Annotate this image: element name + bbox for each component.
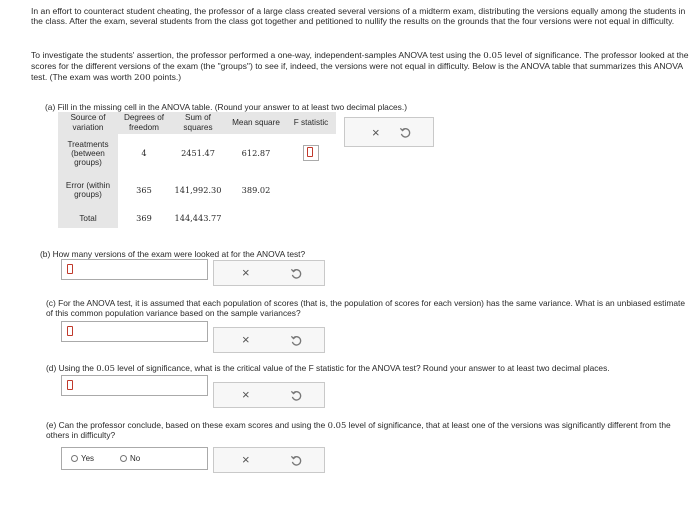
undo-icon[interactable]	[290, 389, 303, 402]
part-a-label: (a) Fill in the missing cell in the ANOVA table. (Round your answer to at least two decimal places.)	[45, 102, 407, 112]
f-statistic-cell[interactable]	[286, 134, 336, 172]
row-df: 4	[118, 134, 170, 172]
header-ms: Mean square	[232, 118, 280, 128]
row-ms: 612.87	[226, 134, 286, 172]
part-c-controls	[213, 327, 325, 353]
clear-button[interactable]: ×	[242, 265, 250, 280]
part-a-controls	[344, 117, 434, 147]
anova-row-error	[58, 172, 336, 208]
row-df: 365	[118, 172, 170, 208]
row-source: Error (within groups)	[58, 172, 118, 208]
part-c-label: (c) For the ANOVA test, it is assumed that each population of scores (that is, the population of scores for each version) has the same variance. What is an unbiased estimate of this common population variance based on the sample variances?	[46, 298, 685, 318]
part-e-controls	[213, 447, 325, 473]
part-d-label	[46, 363, 610, 373]
undo-icon[interactable]	[290, 267, 303, 280]
row-df: 369	[118, 208, 170, 228]
alpha-value: 0.05	[483, 51, 503, 61]
undo-icon[interactable]	[399, 126, 412, 139]
row-f	[286, 172, 336, 208]
clear-button[interactable]: ×	[242, 332, 250, 347]
row-ss: 2451.47	[170, 134, 226, 172]
intro-paragraph-1: In an effort to counteract student cheating, the professor of a large class created several versions of a midterm exam, distributing the versions equally among the students in the class. After the exam, several students from the class got together and petitioned to nullify the results on the grounds that the four versions were not equal in difficulty.	[31, 6, 686, 27]
clear-button[interactable]: ×	[242, 387, 250, 402]
input-cursor	[307, 147, 313, 157]
part-c-input[interactable]	[61, 321, 208, 342]
input-cursor	[67, 380, 73, 390]
radio-circle-icon[interactable]	[71, 455, 78, 462]
header-ss: Sum of squares	[183, 113, 213, 132]
radio-no[interactable]	[120, 454, 140, 463]
part-d-text-b: level of significance, what is the critical value of the F statistic for the ANOVA test? Round your answer to at least two decimal places.	[114, 363, 610, 373]
alpha-value: 0.05	[96, 363, 115, 373]
input-cursor	[67, 264, 73, 274]
part-d-text-a: (d) Using the	[46, 363, 97, 373]
intro-text-b: level of significance. The professor looked at the scores for the different versions of the exam (the "groups") to see if, indeed, the versions were not equal in difficulty. Below is the ANOVA table that summarizes this ANOVA test. (The exam was worth	[31, 50, 689, 82]
header-source: Source of variation	[70, 113, 106, 132]
radio-no-label: No	[130, 454, 141, 463]
part-b-label: (b) How many versions of the exam were looked at for the ANOVA test?	[40, 249, 306, 259]
row-ss: 141,992.30	[170, 172, 226, 208]
part-e-text-a: (e) Can the professor conclude, based on these exam scores and using the	[46, 420, 328, 430]
row-source: Treatments (between groups)	[58, 134, 118, 172]
f-statistic-input[interactable]	[303, 145, 319, 161]
part-e-label	[46, 420, 686, 440]
anova-header-row	[58, 112, 336, 134]
row-ms	[226, 208, 286, 228]
clear-button[interactable]: ×	[372, 125, 380, 140]
header-f: F statistic	[293, 118, 329, 128]
row-ms: 389.02	[226, 172, 286, 208]
anova-row-treatments	[58, 134, 336, 172]
row-source: Total	[58, 208, 118, 228]
row-f	[286, 208, 336, 228]
row-ss: 144,443.77	[170, 208, 226, 228]
clear-button[interactable]: ×	[242, 452, 250, 467]
points-value: 200	[134, 72, 151, 83]
part-b-controls	[213, 260, 325, 286]
undo-icon[interactable]	[290, 334, 303, 347]
input-cursor	[67, 326, 73, 336]
part-d-input[interactable]	[61, 375, 208, 396]
part-e-options	[61, 447, 208, 470]
intro-paragraph-2	[31, 50, 695, 83]
intro-text-c: points.)	[150, 71, 182, 82]
radio-circle-icon[interactable]	[120, 455, 127, 462]
alpha-value: 0.05	[327, 420, 347, 430]
header-df: Degrees of freedom	[123, 113, 165, 132]
part-d-controls	[213, 382, 325, 408]
anova-row-total	[58, 208, 336, 228]
undo-icon[interactable]	[290, 454, 303, 467]
part-b-input[interactable]	[61, 259, 208, 280]
part-e-text-b: level of significance, that at least one of the versions was significantly different from the others in difficulty?	[46, 420, 671, 440]
intro-text-a: To investigate the students' assertion, the professor performed a one-way, independent-samples ANOVA test using the	[31, 50, 484, 60]
anova-table	[58, 112, 336, 228]
radio-yes[interactable]	[71, 454, 94, 463]
radio-yes-label: Yes	[81, 454, 95, 463]
